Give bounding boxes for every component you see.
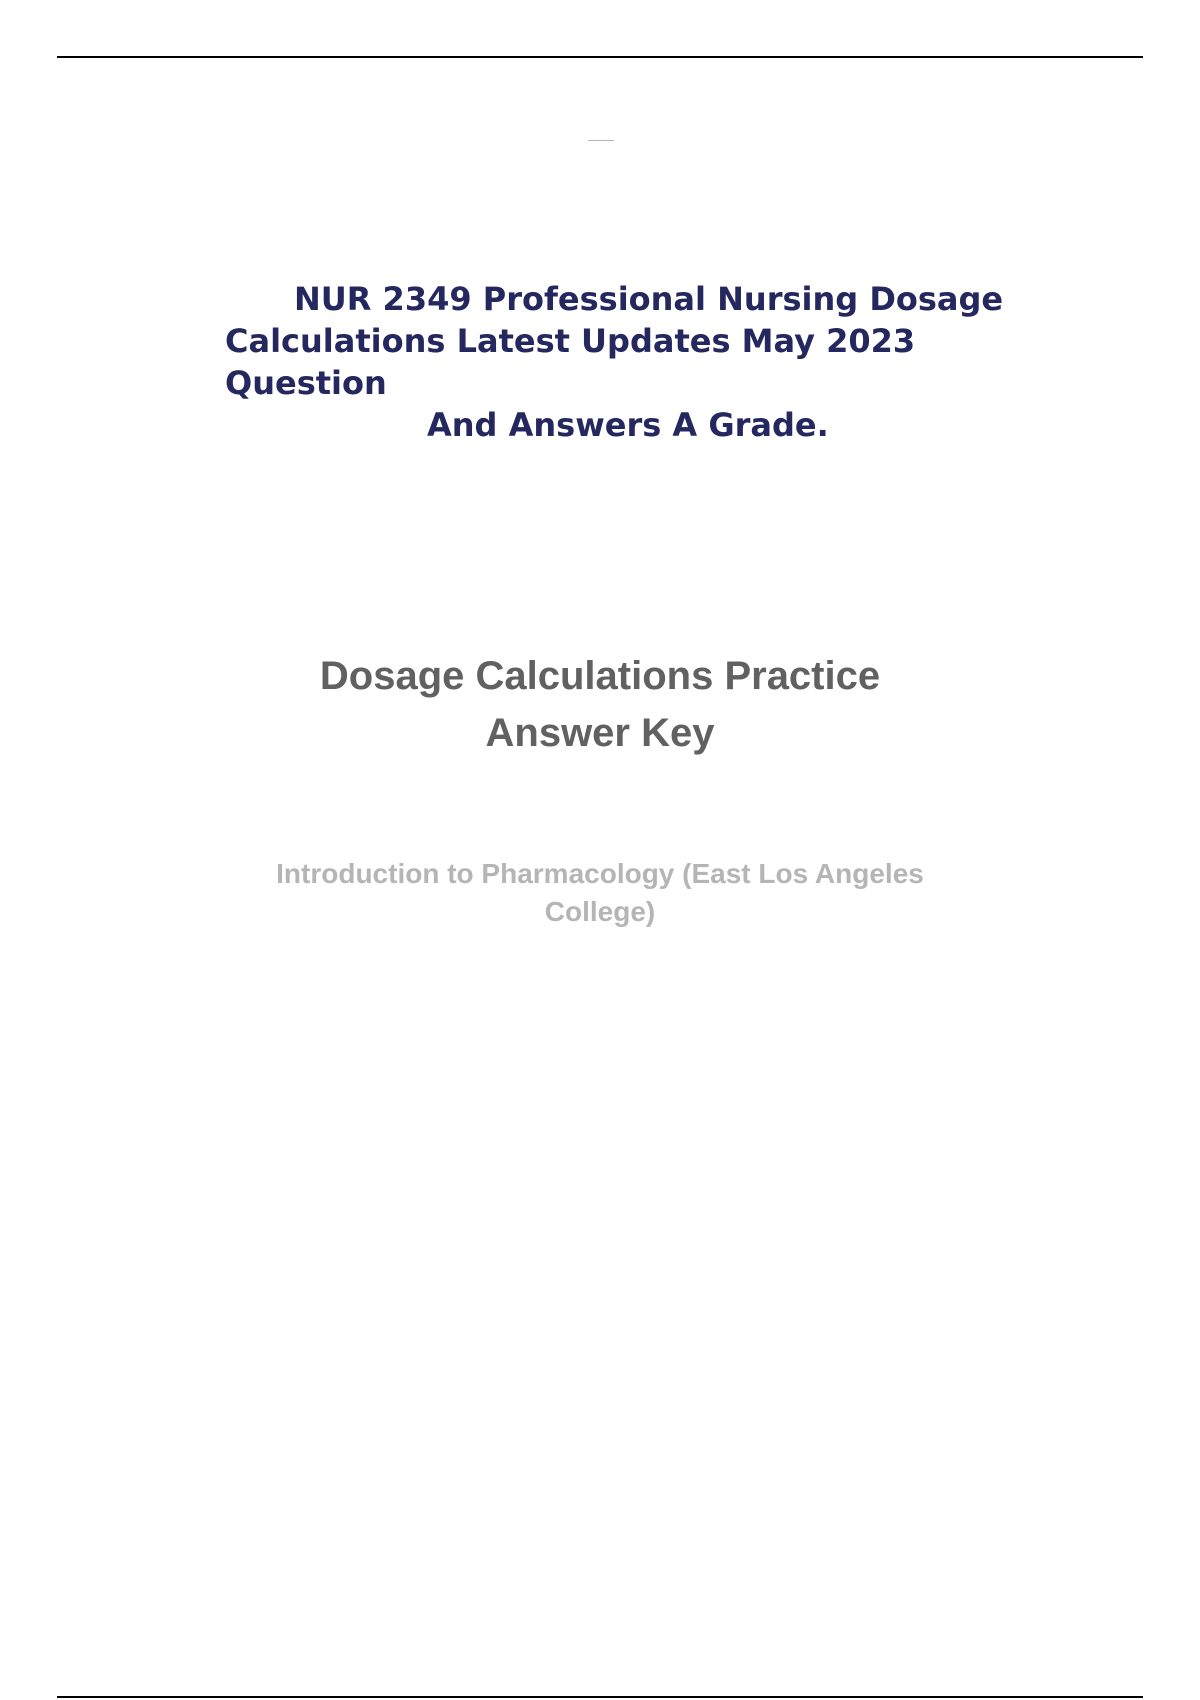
- title-line: NUR 2349 Professional Nursing Dosage: [294, 280, 1004, 318]
- document-subtitle: [200, 648, 1000, 762]
- subtitle-line: Answer Key: [485, 711, 715, 755]
- title-line: Question: [225, 364, 387, 402]
- course-line: College): [544, 896, 656, 927]
- top-rule: [57, 56, 1143, 58]
- course-name: [200, 855, 1000, 931]
- title-line: And Answers A Grade.: [427, 406, 829, 444]
- course-line: Introduction to Pharmacology (East Los Angeles: [276, 858, 924, 889]
- decorative-mark: [588, 140, 614, 141]
- document-title: [225, 278, 1085, 446]
- title-line: Calculations Latest Updates May 2023: [225, 322, 916, 360]
- bottom-rule: [57, 1696, 1143, 1698]
- subtitle-line: Dosage Calculations Practice: [319, 654, 881, 698]
